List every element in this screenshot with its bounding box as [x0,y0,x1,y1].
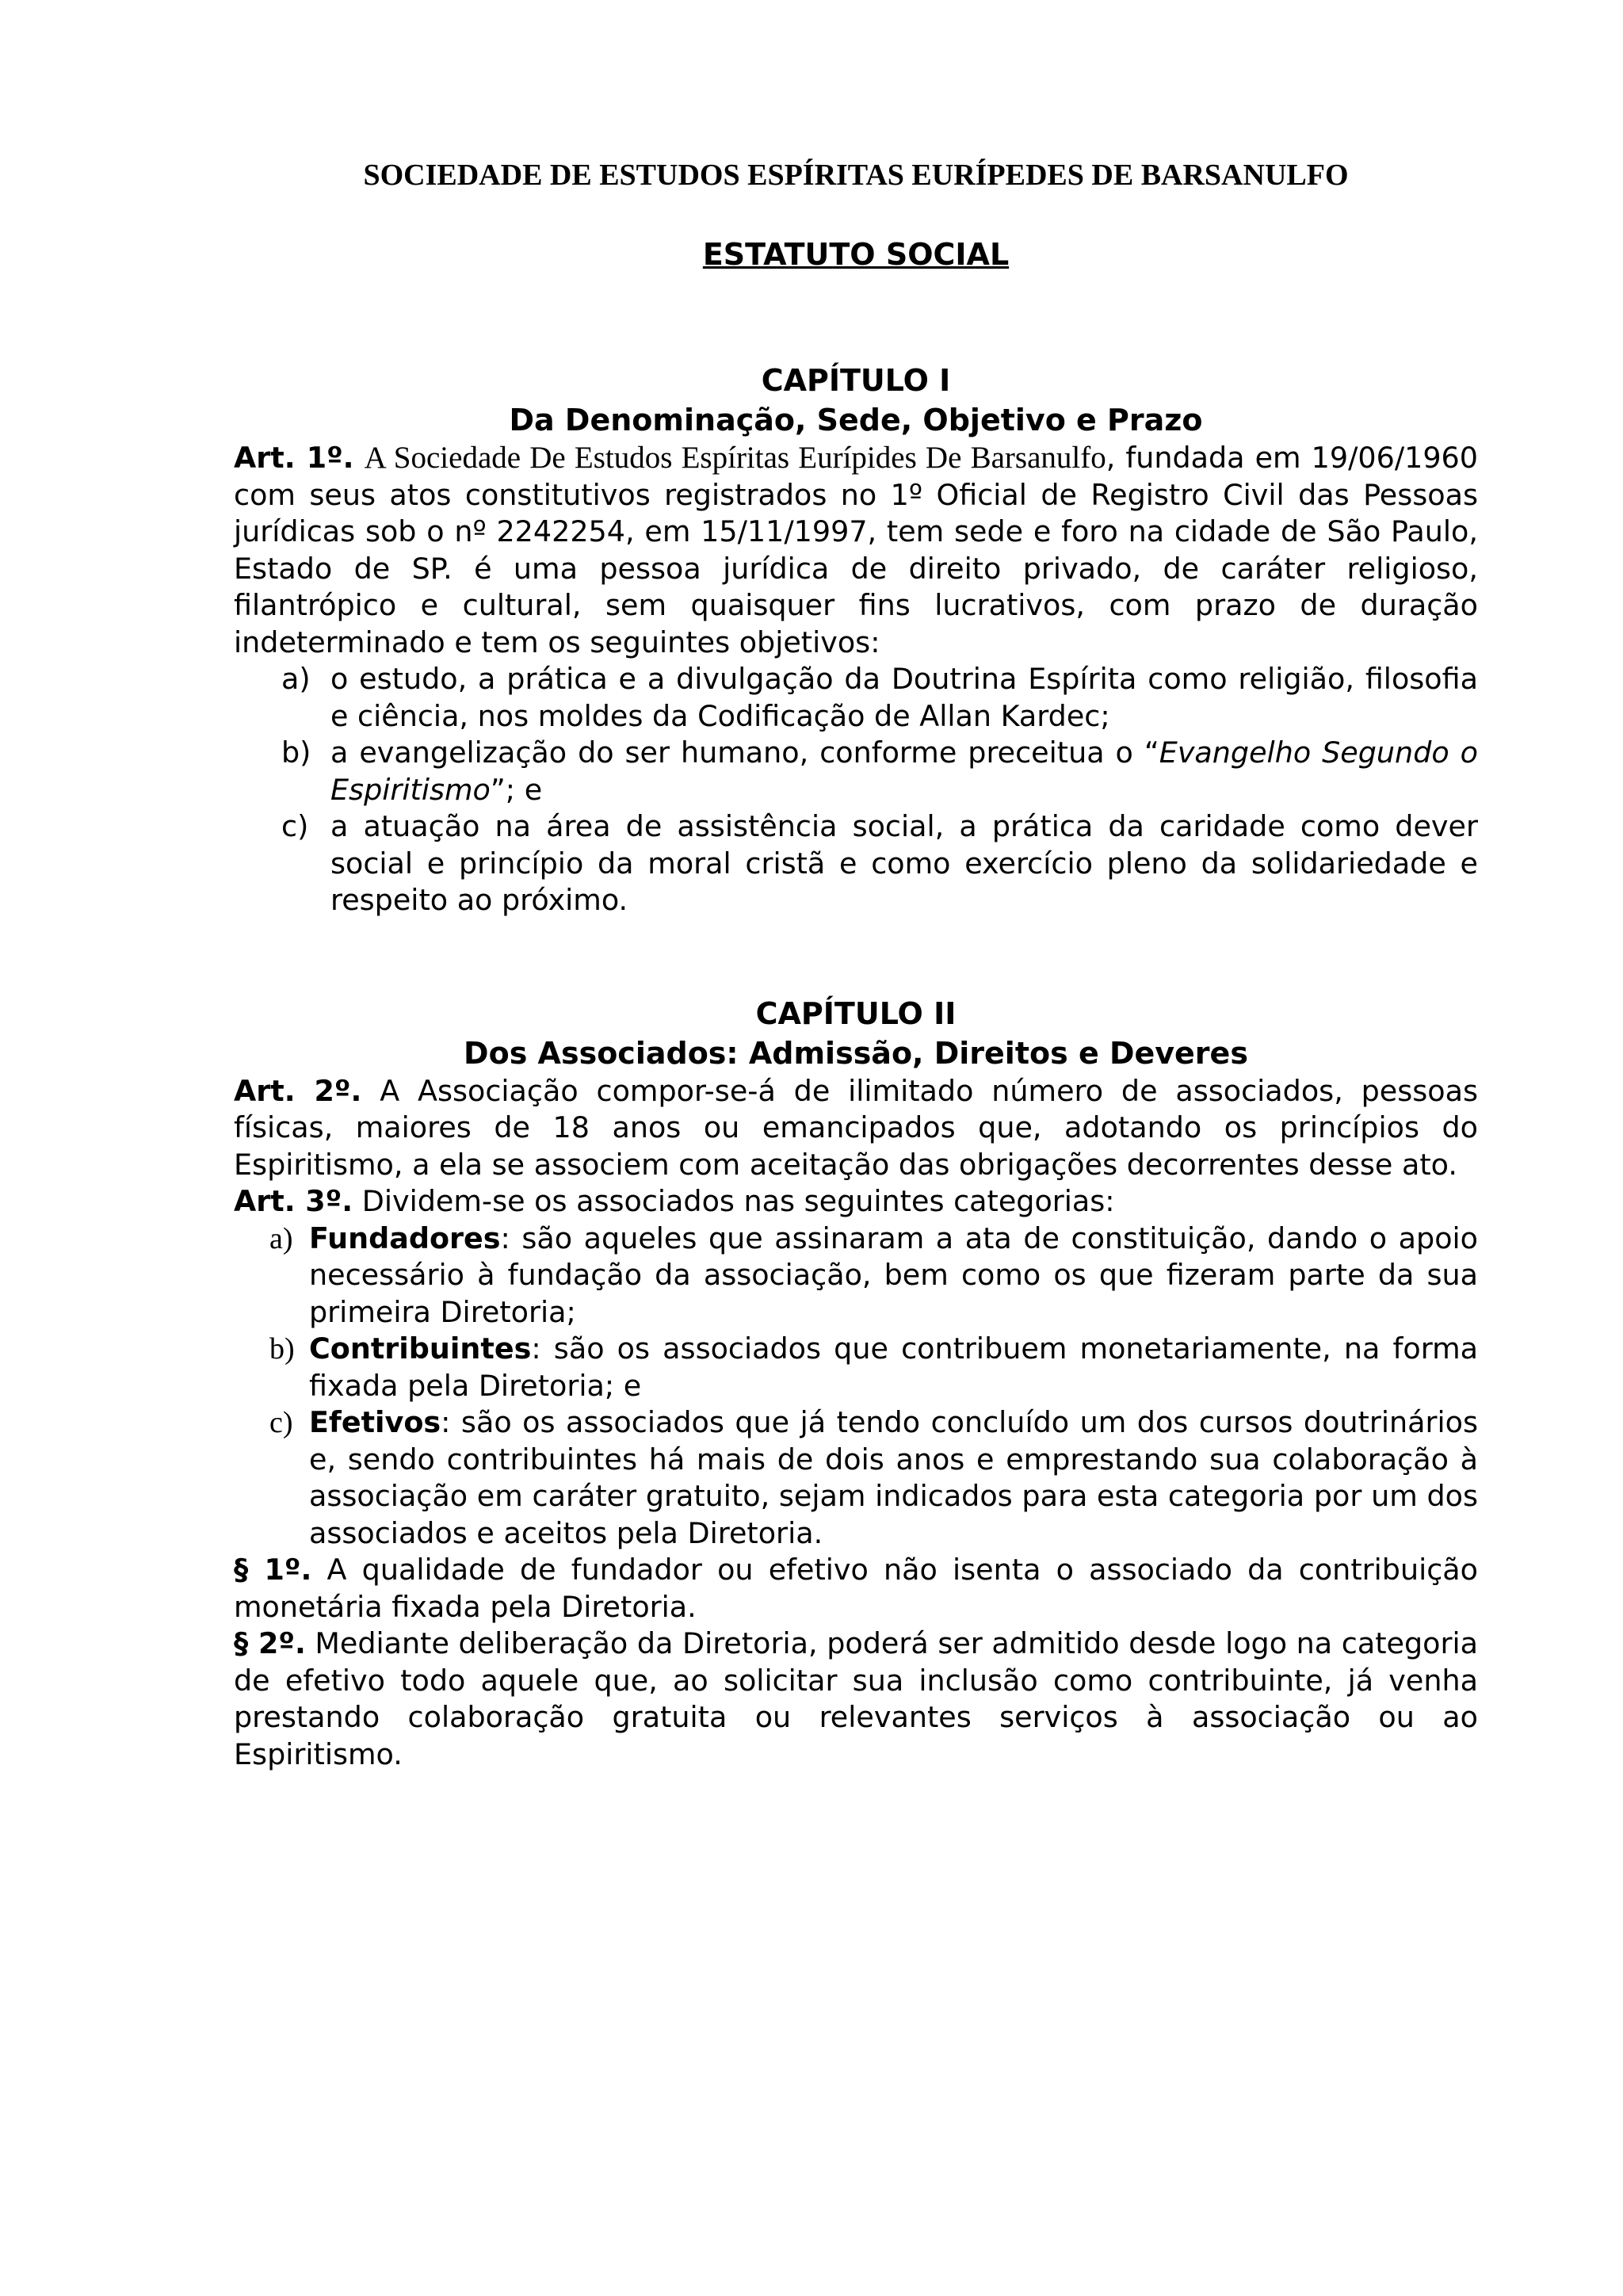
list-item [234,735,1478,808]
paragraph-1 [234,1552,1478,1626]
paragraph-2 [234,1626,1478,1773]
list-marker: c) [281,809,309,843]
list-item [234,1404,1478,1552]
article-label: Art. 3º. [234,1184,353,1218]
list-marker: c) [269,1406,293,1439]
list-item-text: a evangelização do ser humano, conforme preceitua o “ [330,735,1159,770]
article-text: Dividem-se os associados nas seguintes categorias: [353,1184,1115,1218]
book-title: Evangelho Segundo o Espiritismo [330,735,1478,807]
organization-name: A Sociedade De Estudos Espíritas Eurípides De Barsanulfo [364,441,1106,475]
chapter-title: Da Denominação, Sede, Objetivo e Prazo [509,403,1203,437]
chapter-heading [234,361,1478,440]
list-item [234,661,1478,735]
category-term: Contribuintes [309,1331,532,1366]
article-1 [234,440,1478,661]
paragraph-text: Mediante deliberação da Diretoria, poderá ser admitido desde logo na categoria de efetivo todo aquele que, ao solicitar sua inclusão como contribuinte, já venha prestando colaboração gratuita ou relevantes serviços à associação ou ao Espiritismo. [234,1626,1478,1771]
chapter-heading [234,994,1478,1073]
category-term: Fundadores [309,1221,501,1255]
list-item [234,808,1478,919]
paragraph-text: A qualidade de fundador ou efetivo não isenta o associado da contribuição monetária fixada pela Diretoria. [234,1553,1478,1624]
list-marker: b) [281,735,311,770]
list-item-text: a atuação na área de assistência social, a prática da caridade como dever social e princípio da moral cristã e como exercício pleno da solidariedade e respeito ao próximo. [330,809,1478,917]
chapter-number: CAPÍTULO I [761,363,951,398]
chapter-title: Dos Associados: Admissão, Direitos e Deveres [464,1035,1248,1071]
category-term: Efetivos [309,1405,441,1439]
article-text: A Associação compor-se-á de ilimitado número de associados, pessoas físicas, maiores de 18 anos ou emancipados que, adotando os princípios do Espiritismo, a ela se associem com aceitação das obrigações decorrentes desse ato. [234,1073,1478,1182]
chapter-number: CAPÍTULO II [755,995,957,1031]
list-item-text: : são os associados que já tendo concluído um dos cursos doutrinários e, sendo contribuintes há mais de dois anos e emprestando sua colaboração à associação em caráter gratuito, sejam indicados para esta categoria por um dos associados e aceitos pela Diretoria. [309,1405,1478,1550]
paragraph-label: § 2º. [234,1626,306,1660]
paragraph-label: § 1º. [234,1553,312,1587]
list-marker: a) [281,662,311,696]
document-title: ESTATUTO SOCIAL [702,237,1010,272]
list-marker: b) [269,1332,295,1366]
list-item-text: o estudo, a prática e a divulgação da Doutrina Espírita como religião, filosofia e ciência, nos moldes da Codificação de Allan Kardec; [330,662,1478,733]
list-marker: a) [269,1221,293,1255]
list-item-text-end: ”; e [490,772,543,807]
objectives-list [234,661,1478,919]
article-2 [234,1073,1478,1184]
article-label: Art. 2º. [234,1073,362,1108]
list-item-text: : são aqueles que assinaram a ata de constituição, dando o apoio necessário à fundação da associação, bem como os que fizeram parte da sua primeira Diretoria; [309,1221,1478,1329]
list-item-text: : são os associados que contribuem monetariamente, na forma fixada pela Diretoria; e [309,1331,1478,1403]
article-text: , fundada em 19/06/1960 com seus atos constitutivos registrados no 1º Oficial de Registro Civil das Pessoas jurídicas sob o nº 2242254, em 15/11/1997, tem sede e foro na cidade de São Paulo, Estado de SP. é uma pessoa jurídica de direito privado, de caráter religioso, filantrópico e cultural, sem quaisquer fins lucrativos, com prazo de duração indeterminado e tem os seguintes objetivos: [234,441,1479,659]
organization-title: SOCIEDADE DE ESTUDOS ESPÍRITAS EURÍPEDES DE BARSANULFO [363,159,1349,192]
article-3 [234,1183,1478,1221]
list-item [234,1331,1478,1404]
document-body [234,152,1478,1773]
article-label: Art. 1º. [234,441,354,475]
categories-list [234,1221,1478,1553]
list-item [234,1221,1478,1331]
